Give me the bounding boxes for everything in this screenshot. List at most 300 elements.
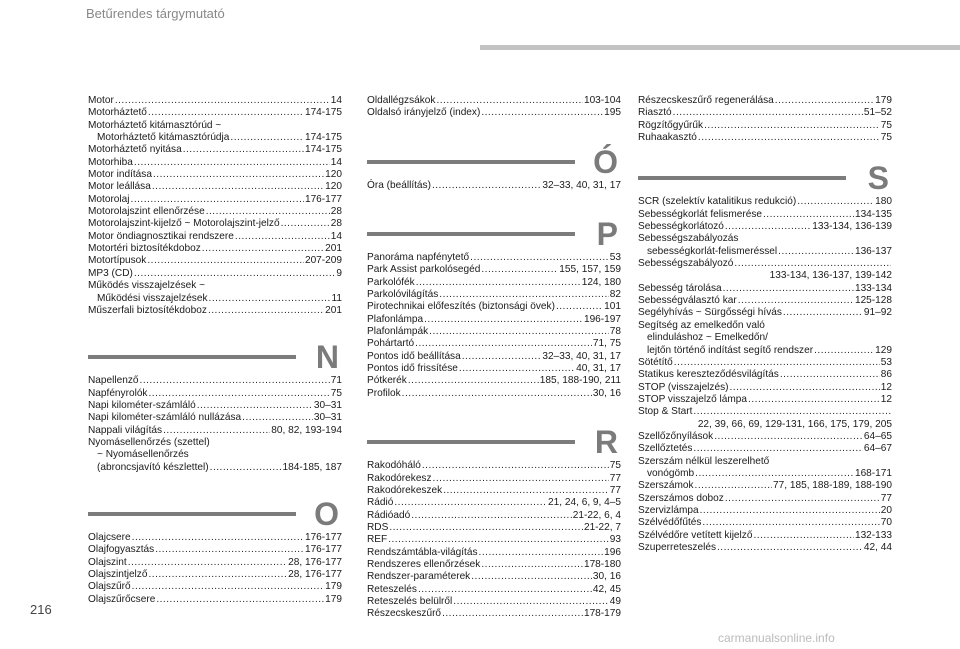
index-entry-page: 120 — [325, 181, 342, 193]
index-entry-page: 30–31 — [313, 399, 342, 411]
index-entry-page: 195 — [604, 107, 621, 119]
index-entry — [367, 375, 621, 387]
index-entry — [638, 382, 892, 394]
index-entry — [367, 510, 621, 522]
index-entry-term: Profilok — [367, 387, 401, 399]
index-entry-term: Szerszámos doboz — [638, 492, 724, 504]
index-entry — [638, 369, 892, 381]
index-entry-term: STOP visszajelző lámpa — [638, 393, 748, 405]
index-entry-term: Oldallégzsákok — [367, 95, 436, 106]
dot-leader — [479, 547, 604, 559]
index-entry — [88, 388, 342, 400]
dot-leader — [700, 505, 880, 517]
index-entry — [88, 581, 342, 593]
index-entry — [638, 120, 892, 132]
index-entry — [367, 460, 621, 472]
index-entry — [88, 569, 342, 581]
index-entry-page: 136-137 — [854, 245, 892, 257]
index-entry-page: 80, 82, 193-194 — [271, 424, 342, 436]
index-entry — [88, 544, 342, 556]
index-entry — [638, 517, 892, 529]
index-entry — [638, 246, 892, 258]
index-entry — [367, 547, 621, 559]
index-entry-page: 78 — [609, 326, 621, 338]
dot-leader — [197, 400, 313, 412]
index-entry-term: Motor indítása — [88, 169, 152, 181]
index-entry-page: 64–67 — [863, 443, 892, 455]
index-entry-page: 77 — [880, 492, 892, 504]
index-entry-page: 14 — [330, 156, 342, 168]
dot-leader — [424, 314, 583, 326]
index-entry-page: 40, 31, 17 — [576, 363, 621, 375]
index-entry-term: Szellőztetés — [638, 443, 693, 455]
dot-leader — [693, 406, 891, 418]
dot-leader — [702, 517, 879, 529]
dot-leader — [470, 252, 609, 264]
index-entry — [88, 594, 342, 606]
dot-leader — [132, 581, 325, 593]
index-entry — [638, 357, 892, 369]
index-entry — [638, 307, 892, 319]
dot-leader — [443, 485, 609, 497]
index-entry-term: sebességkorlát-felismeréssel — [647, 245, 778, 257]
index-entry-term: (abroncsjavító készlettel) — [97, 461, 209, 473]
index-entry-term: Pohártartó — [367, 338, 415, 350]
index-entry-term: Olajfogyasztás — [88, 544, 155, 556]
dot-leader — [155, 544, 304, 556]
index-entry — [88, 557, 342, 569]
index-entry-page: 196 — [604, 546, 621, 558]
index-entry-page: 176-177 — [304, 193, 342, 205]
index-entry-term: Parkolóvilágítás — [367, 289, 439, 301]
index-entry — [88, 305, 342, 317]
index-entry-page: 28 — [330, 206, 342, 218]
index-entry-term: Olajszint — [88, 556, 127, 568]
index-entry-text: Motorháztető kitámasztórúd ~ — [88, 119, 222, 131]
index-entry-term: Pontos idő beállítása — [367, 350, 461, 362]
index-entry-term: Pirotechnikai előfeszítés (biztonsági övek) — [367, 301, 555, 313]
index-entry-page: 30–31 — [313, 412, 342, 424]
dot-leader — [183, 144, 304, 156]
dot-leader — [418, 584, 592, 596]
index-entry-text: Szerszám nélkül leszerelhető — [638, 455, 770, 467]
index-entry — [367, 314, 621, 326]
index-entry — [367, 522, 621, 534]
index-entry-text: ~ Nyomásellenőrzés — [97, 449, 189, 461]
index-entry — [88, 243, 342, 255]
index-entry-term: Rakodóháló — [367, 460, 421, 472]
index-entry-page: 125-128 — [854, 295, 892, 307]
index-entry — [88, 231, 342, 243]
index-column-1 — [88, 95, 342, 606]
index-entry-page: 30, 16 — [592, 571, 621, 583]
index-entry-page: 133-134 — [854, 282, 892, 294]
index-entry-term: Plafonlámpa — [367, 313, 424, 325]
index-entry — [88, 255, 342, 267]
index-entry-term: Motortéri biztosítékdoboz — [88, 243, 201, 255]
dot-leader — [388, 534, 609, 546]
index-entry-page: 42, 45 — [592, 583, 621, 595]
index-entry-page: 12 — [880, 393, 892, 405]
dot-leader — [695, 468, 854, 480]
index-entry — [367, 301, 621, 313]
section-letter: S — [867, 160, 889, 197]
index-entry — [367, 95, 621, 107]
index-entry-page: 20 — [880, 504, 892, 516]
index-entry-page: 71 — [330, 375, 342, 387]
index-entry — [88, 375, 342, 387]
index-column-2 — [367, 95, 621, 621]
index-entry-term: Rakodórekeszek — [367, 484, 443, 496]
index-entry-term: Napi kilométer-számláló — [88, 399, 196, 411]
index-entry-page: 64–65 — [863, 430, 892, 442]
dot-leader — [134, 268, 336, 280]
index-entry-page: 32–33, 40, 31, 17 — [542, 179, 621, 191]
index-entry-term: Statikus kereszteződésvilágítás — [638, 369, 779, 381]
dot-leader — [209, 293, 331, 305]
index-entry-term: Motor — [88, 95, 114, 106]
index-entry-page: 77, 185, 188-189, 188-190 — [773, 480, 892, 492]
index-entry-page: 75 — [609, 460, 621, 472]
index-entry — [638, 394, 892, 406]
index-entry-page: 75 — [880, 132, 892, 144]
dot-leader — [148, 569, 287, 581]
dot-leader — [763, 209, 854, 221]
index-entry-term: Motorolaj — [88, 193, 130, 205]
section-divider-bar — [367, 440, 575, 444]
section-divider-bar — [367, 232, 575, 236]
dot-leader — [281, 218, 330, 230]
index-entry-page: 21-22, 7 — [583, 521, 621, 533]
dot-leader — [717, 542, 863, 554]
index-entry-text: Sebességszabályozás — [638, 233, 739, 245]
index-entry — [638, 406, 892, 418]
index-entry-term: Parkolófék — [367, 276, 415, 288]
index-entry-term: Rendszámtábla-világítás — [367, 546, 478, 558]
index-entry-term: SCR (szelektív katalitikus redukció) — [638, 196, 797, 208]
dot-leader — [132, 532, 304, 544]
index-entry-term: Olajcsere — [88, 531, 131, 543]
index-entry-page: 51–52 — [863, 107, 892, 119]
dot-leader — [439, 289, 609, 301]
index-entry-term: Motortípusok — [88, 255, 147, 267]
dot-leader — [148, 388, 329, 400]
index-entry-page: 103-104 — [583, 95, 621, 106]
index-entry-term: Napfényrolók — [88, 387, 148, 399]
dot-leader — [783, 307, 863, 319]
index-entry-page: 168-171 — [854, 467, 892, 479]
index-entry — [638, 196, 892, 208]
index-entry — [88, 107, 342, 119]
index-entry-term: Park Assist parkolósegéd — [367, 264, 481, 276]
dot-leader — [432, 180, 541, 192]
index-entry-page: 70 — [880, 517, 892, 529]
dot-leader — [693, 443, 863, 455]
index-entry-term: Rádió — [367, 497, 394, 509]
index-entry — [367, 363, 621, 375]
index-entry-term: Motorháztető kitámasztórúdja — [97, 132, 230, 144]
index-entry-page: 32–33, 40, 31, 17 — [542, 350, 621, 362]
index-entry — [367, 534, 621, 546]
index-entry — [367, 338, 621, 350]
dot-leader — [131, 194, 304, 206]
index-entry-page: 179 — [325, 581, 342, 593]
dot-leader — [415, 338, 592, 350]
index-entry — [638, 431, 892, 443]
index-entry-term: Olajszintjelző — [88, 568, 148, 580]
section-letter: P — [596, 216, 618, 253]
index-entry-page: 155, 157, 159 — [559, 264, 621, 276]
index-entry-term: Plafonlámpák — [367, 326, 429, 338]
section-letter: N — [315, 339, 339, 376]
index-entry-page: 28, 176-177 — [288, 556, 342, 568]
dot-leader — [725, 221, 811, 233]
dot-leader — [481, 107, 603, 119]
index-entry-term: lejtőn történő indítást segítő rendszer — [647, 344, 814, 356]
index-entry-page: 77 — [609, 472, 621, 484]
dot-leader — [753, 530, 854, 542]
index-entry-page: 91–92 — [863, 307, 892, 319]
dot-leader — [453, 596, 608, 608]
dot-leader — [210, 462, 282, 474]
index-entry — [367, 107, 621, 119]
dot-leader — [704, 120, 880, 132]
dot-leader — [153, 169, 324, 181]
index-entry-term: Szuperreteszelés — [638, 542, 716, 553]
index-entry-page: 75 — [330, 387, 342, 399]
index-entry — [88, 206, 342, 218]
section-divider-bar — [88, 512, 296, 516]
index-entry-page: 21-22, 6, 4 — [572, 509, 621, 521]
section-letter: Ó — [593, 143, 618, 180]
dot-leader — [140, 375, 330, 387]
index-entry — [367, 180, 621, 192]
index-entry-term: Rögzítőgyűrűk — [638, 119, 704, 131]
index-entry-term: Rakodórekesz — [367, 472, 432, 484]
index-entry-page: 178-180 — [583, 558, 621, 570]
index-entry — [88, 400, 342, 412]
index-entry-text: Segítség az emelkedőn való — [638, 319, 765, 331]
index-entry — [638, 345, 892, 357]
dot-leader — [698, 132, 880, 144]
index-entry-term: Szerszámok — [638, 480, 694, 492]
index-entry — [638, 443, 892, 455]
index-entry-page: 77 — [609, 484, 621, 496]
dot-leader — [695, 480, 772, 492]
index-entry-term: Olajszűrőcsere — [88, 593, 156, 605]
dot-leader — [433, 473, 609, 485]
index-entry-term: Sebességszabályozó — [638, 258, 734, 270]
index-entry — [638, 132, 892, 144]
index-entry-page: 120 — [325, 169, 342, 181]
dot-leader — [471, 571, 592, 583]
dot-leader — [429, 326, 609, 338]
index-entry-page: 11 — [331, 292, 342, 304]
index-entry-term: Sebességválasztó kar — [638, 295, 737, 307]
section-divider-bar — [88, 355, 296, 359]
index-entry-page: 82 — [609, 289, 621, 301]
index-entry-page: 174-175 — [304, 144, 342, 156]
section-heading — [367, 120, 621, 180]
index-entry — [88, 532, 342, 544]
dot-leader — [730, 382, 880, 394]
index-entry-page: 9 — [336, 267, 342, 279]
index-entry-page: 42, 44 — [863, 542, 892, 553]
index-entry-term: Sebességkorlát felismerése — [638, 208, 762, 220]
index-entry-term: Sebességkorlátozó — [638, 221, 724, 233]
index-entry-term: Motor leállása — [88, 181, 151, 193]
section-heading — [367, 400, 621, 460]
index-entry-page: 71, 75 — [592, 338, 621, 350]
index-entry — [88, 181, 342, 193]
dot-leader — [202, 243, 324, 255]
dot-leader — [128, 557, 287, 569]
index-entry-term: Pótkerék — [367, 375, 407, 387]
index-entry — [88, 132, 342, 144]
dot-leader — [725, 493, 880, 505]
index-entry — [88, 95, 342, 107]
index-entry-page: 124, 180 — [581, 276, 621, 288]
dot-leader — [134, 157, 330, 169]
index-entry — [367, 264, 621, 276]
index-entry — [88, 157, 342, 169]
index-entry — [88, 144, 342, 156]
index-entry-text: elinduláshoz ~ Emelkedőn/ — [647, 332, 768, 344]
dot-leader — [163, 425, 270, 437]
section-letter: R — [594, 424, 618, 461]
index-entry-term: Napi kilométer-számláló nullázása — [88, 412, 242, 424]
index-entry — [88, 425, 342, 437]
index-entry-term: Részecskeszűrő regenerálása — [638, 95, 774, 106]
dot-leader — [411, 510, 572, 522]
dot-leader — [748, 394, 880, 406]
index-entry — [638, 283, 892, 295]
index-entry — [88, 169, 342, 181]
dot-leader — [242, 412, 313, 424]
index-entry-page: 196-197 — [583, 313, 621, 325]
index-entry-term: Motorolajszint-kijelző ~ Motorolajszint-jelző — [88, 218, 280, 230]
index-entry-term: Motorháztető nyitása — [88, 144, 182, 156]
index-entry-page: 179 — [875, 95, 892, 106]
dot-leader — [738, 295, 854, 307]
dot-leader — [778, 246, 854, 258]
index-entry-page: 86 — [880, 369, 892, 381]
index-entry-term: Motorolajszint ellenőrzése — [88, 206, 205, 218]
index-entry — [638, 468, 892, 480]
index-entry — [367, 485, 621, 497]
dot-leader — [734, 258, 891, 270]
index-entry-term: STOP (visszajelzés) — [638, 381, 729, 393]
dot-leader — [814, 345, 874, 357]
index-entry-term: vonógömb — [647, 467, 695, 479]
index-entry — [88, 218, 342, 230]
index-entry-page: 21, 24, 6, 9, 4–5 — [548, 497, 621, 509]
index-entry — [367, 277, 621, 289]
index-entry-term: Rádióadó — [367, 509, 411, 521]
index-entry-page: 201 — [325, 304, 342, 316]
index-entry-term: Rendszer-paraméterek — [367, 571, 471, 583]
index-entry-term: Működési visszajelzések — [97, 292, 208, 304]
index-entry-term: Segélyhívás ~ Sürgősségi hívás — [638, 307, 782, 319]
index-entry-term: Szélvédőfűtés — [638, 517, 702, 529]
watermark-text: carmanualsonline.info — [718, 631, 835, 645]
index-entry — [367, 584, 621, 596]
dot-leader — [394, 497, 547, 509]
index-entry — [638, 107, 892, 119]
section-heading — [88, 474, 342, 532]
index-entry-page: 133-134, 136-139 — [812, 221, 892, 233]
dot-leader — [462, 351, 542, 363]
index-entry — [638, 95, 892, 107]
index-entry-text: 133-134, 136-137, 139-142 — [769, 270, 892, 282]
index-entry-page: 176-177 — [304, 531, 342, 543]
dot-leader — [797, 196, 874, 208]
index-entry — [367, 473, 621, 485]
index-entry-page: 93 — [609, 534, 621, 546]
index-entry — [88, 194, 342, 206]
dot-leader — [147, 255, 304, 267]
index-entry-term: Műszerfali biztosítékdoboz — [88, 304, 207, 316]
index-entry-page: 207-209 — [304, 255, 342, 267]
index-entry-term: Ruhaakasztó — [638, 132, 697, 144]
dot-leader — [389, 522, 583, 534]
index-entry-term: Reteszelés belülről — [367, 595, 453, 607]
index-entry-term: Óra (beállítás) — [367, 179, 431, 191]
dot-leader — [416, 277, 581, 289]
index-entry — [367, 326, 621, 338]
index-column-3 — [638, 95, 892, 554]
index-entry-page: 201 — [325, 243, 342, 255]
index-entry-page: 129 — [875, 344, 892, 356]
index-entry-term: Stop & Start — [638, 406, 693, 418]
dot-leader — [556, 301, 603, 313]
index-entry-text: 22, 39, 66, 69, 129-131, 166, 175, 179, 205 — [697, 418, 892, 430]
index-entry-text: Működés visszajelzések ~ — [88, 280, 205, 292]
section-divider-bar — [367, 160, 575, 164]
page-header-title: Betűrendes tárgymutató — [86, 6, 225, 21]
dot-leader — [714, 431, 863, 443]
index-entry — [638, 221, 892, 233]
dot-leader — [780, 369, 880, 381]
index-entry-page: 178-179 — [583, 608, 621, 620]
index-entry — [638, 480, 892, 492]
index-entry — [638, 295, 892, 307]
index-entry-term: Sebesség tárolása — [638, 282, 722, 294]
index-entry-term: Panoráma napfénytető — [367, 252, 470, 264]
index-entry-term: Szélvédőre vetített kijelző — [638, 529, 753, 541]
index-entry-page: 30, 16 — [592, 387, 621, 399]
index-entry — [638, 258, 892, 270]
dot-leader — [775, 95, 874, 107]
dot-leader — [115, 95, 330, 107]
index-entry — [638, 209, 892, 221]
index-entry-term: Napellenző — [88, 375, 139, 387]
index-entry-page: 134-135 — [854, 208, 892, 220]
dot-leader — [481, 559, 583, 571]
index-entry-page: 176-177 — [304, 544, 342, 556]
dot-leader — [208, 305, 324, 317]
dot-leader — [148, 107, 304, 119]
index-entry-term: Olajszűrő — [88, 581, 131, 593]
index-entry-term: RDS — [367, 521, 389, 533]
dot-leader — [436, 95, 583, 107]
index-entry-page: 53 — [880, 356, 892, 368]
index-entry-page: 28 — [330, 218, 342, 230]
page-number: 216 — [30, 602, 52, 617]
dot-leader — [235, 231, 330, 243]
index-entry-term: Oldalsó irányjelző (index) — [367, 107, 481, 119]
index-entry-term: Szervizlámpa — [638, 504, 699, 516]
